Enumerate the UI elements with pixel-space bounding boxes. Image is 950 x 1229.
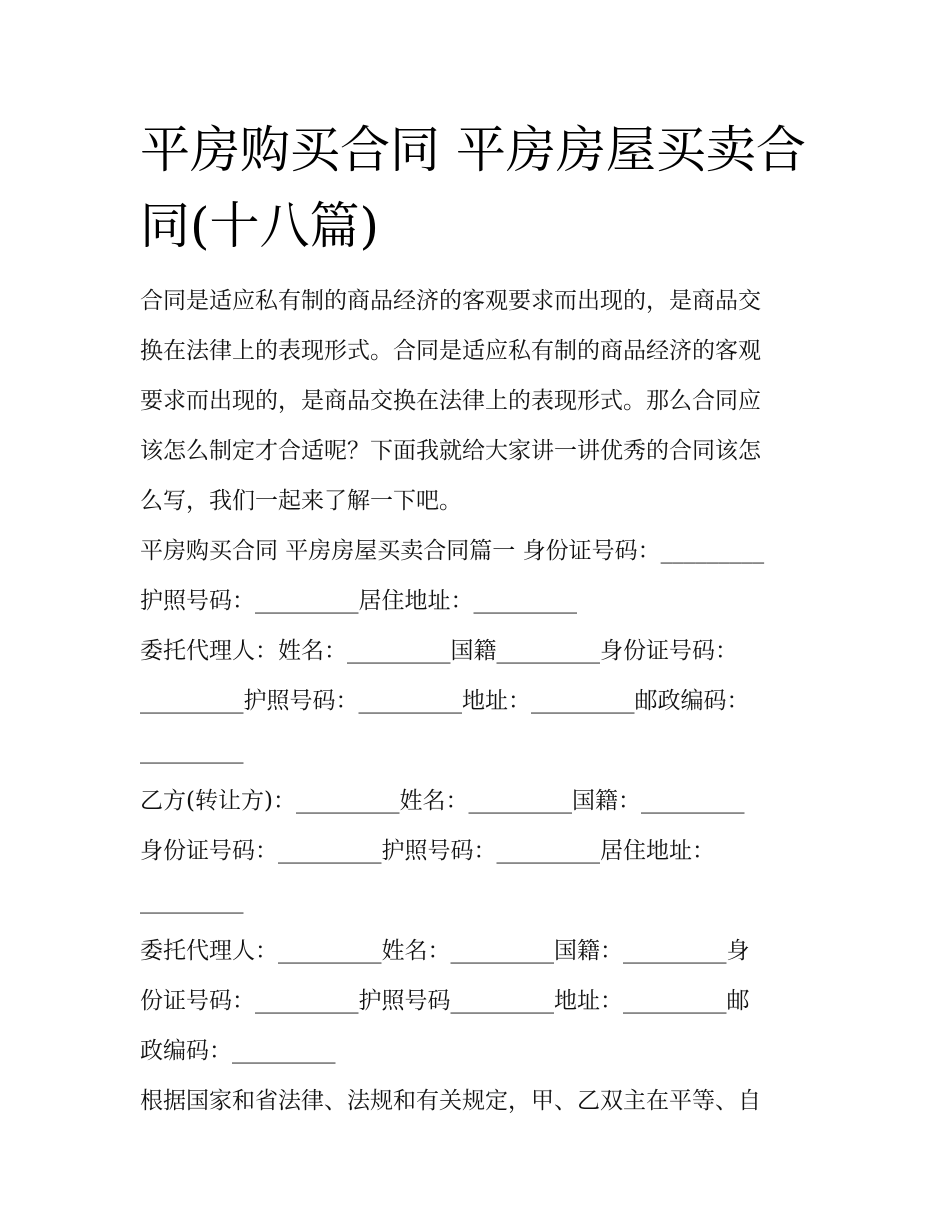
agent-a-line: _________ xyxy=(140,738,244,764)
party-a-line: 护照号码：_________居住地址：_________ xyxy=(140,588,577,614)
party-b-line: 乙方(转让方)：_________姓名：_________国籍：_________ xyxy=(140,788,745,814)
title-line: 同(十八篇) xyxy=(140,197,380,255)
party-b-line: _________ xyxy=(140,888,244,914)
intro-line: 合同是适应私有制的商品经济的客观要求而出现的，是商品交 xyxy=(140,288,761,314)
title-line: 平房购买合同 平房房屋买卖合 xyxy=(140,121,806,179)
party-a-line: 平房购买合同 平房房屋买卖合同篇一 身份证号码：_________ xyxy=(140,538,765,564)
agent-a-line: 委托代理人：姓名：_________国籍_________身份证号码： xyxy=(140,638,738,664)
intro-line: 要求而出现的，是商品交换在法律上的表现形式。那么合同应 xyxy=(140,388,761,414)
intro-line: 么写，我们一起来了解一下吧。 xyxy=(140,488,462,514)
document-title xyxy=(140,112,820,264)
agent-b-line: 份证号码：_________护照号码_________地址：_________邮 xyxy=(140,988,750,1014)
intro-line: 换在法律上的表现形式。合同是适应私有制的商品经济的客观 xyxy=(140,338,761,364)
document-body xyxy=(140,276,820,1126)
party-b-line: 身份证号码：_________护照号码：_________居住地址： xyxy=(140,838,715,864)
clause-line: 根据国家和省法律、法规和有关规定，甲、乙双主在平等、自 xyxy=(140,1088,761,1114)
intro-line: 该怎么制定才合适呢？下面我就给大家讲一讲优秀的合同该怎 xyxy=(140,438,761,464)
agent-b-line: 委托代理人：_________姓名：_________国籍：_________身 xyxy=(140,938,750,964)
agent-a-line: _________护照号码：_________地址：_________邮政编码： xyxy=(140,688,750,714)
agent-b-line: 政编码：_________ xyxy=(140,1038,336,1064)
